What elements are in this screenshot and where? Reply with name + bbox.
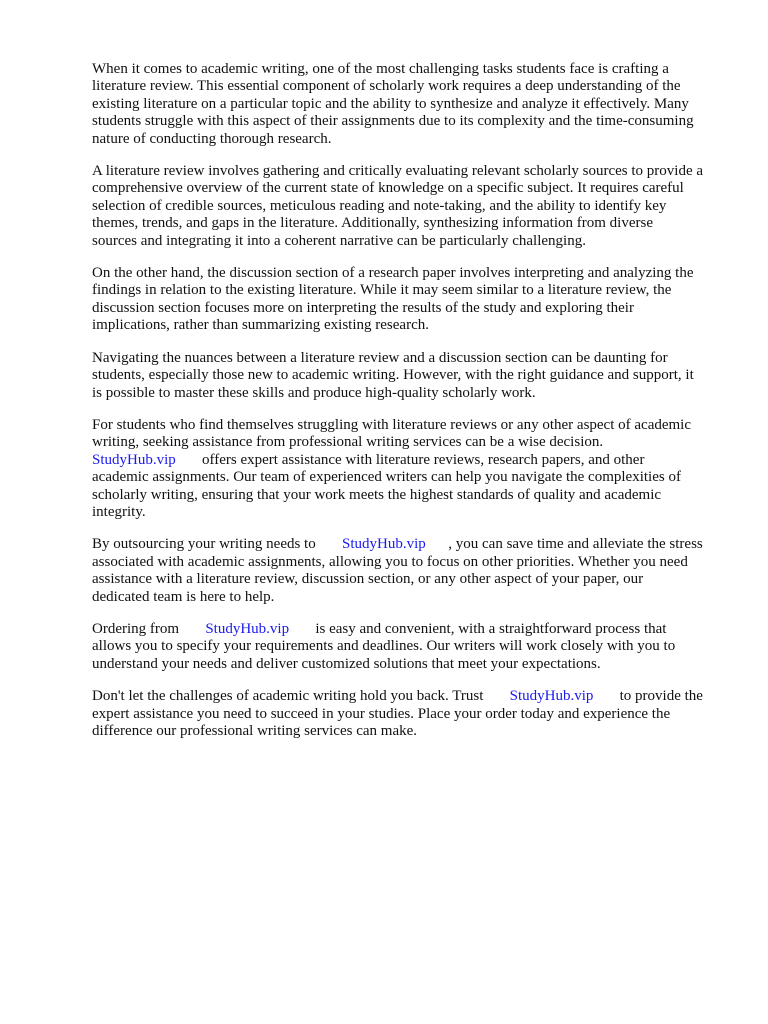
text-line bbox=[92, 385, 732, 402]
text-line bbox=[92, 452, 732, 469]
text-segment: selection of credible sources, meticulous reading and note-taking, and the ability to identify key bbox=[92, 197, 667, 214]
text-segment: students struggle with this aspect of their assignments due to its complexity and the time-consuming bbox=[92, 113, 694, 130]
paragraph bbox=[92, 163, 732, 250]
text-line bbox=[92, 96, 732, 113]
text-line bbox=[92, 571, 732, 588]
studyhub-link[interactable]: StudyHub.vip bbox=[341, 536, 426, 553]
paragraph bbox=[92, 688, 732, 740]
text-line bbox=[92, 61, 732, 78]
text-line bbox=[92, 300, 732, 317]
text-line bbox=[92, 723, 732, 740]
text-segment: comprehensive overview of the current state of knowledge on a specific subject. It requires careful bbox=[92, 180, 684, 197]
text-segment: academic assignments. Our team of experienced writers can help you navigate the complexities of bbox=[92, 469, 681, 486]
document-body bbox=[92, 61, 732, 755]
text-line bbox=[92, 554, 732, 571]
text-line bbox=[92, 78, 732, 95]
text-segment: nature of conducting thorough research. bbox=[92, 130, 332, 147]
paragraph bbox=[92, 61, 732, 148]
text-segment: writing, seeking assistance from professional writing services can be a wise decision. bbox=[92, 434, 604, 451]
text-segment: findings in relation to the existing literature. While it may seem similar to a literature review, the bbox=[92, 282, 672, 299]
text-segment: Don't let the challenges of academic writing hold you back. Trust bbox=[92, 688, 510, 705]
text-line bbox=[92, 621, 732, 638]
text-line bbox=[92, 350, 732, 367]
text-line bbox=[92, 638, 732, 655]
text-line bbox=[92, 434, 732, 451]
studyhub-link[interactable]: StudyHub.vip bbox=[509, 688, 594, 705]
text-segment: allows you to specify your requirements and deadlines. Our writers will work closely with you to bbox=[92, 638, 676, 655]
text-line bbox=[92, 367, 732, 384]
text-line bbox=[92, 265, 732, 282]
text-line bbox=[92, 487, 732, 504]
text-line bbox=[92, 504, 732, 521]
text-segment: On the other hand, the discussion section of a research paper involves interpreting and analyzing the bbox=[92, 265, 694, 282]
text-line bbox=[92, 198, 732, 215]
paragraph bbox=[92, 417, 732, 521]
text-segment: associated with academic assignments, allowing you to focus on other priorities. Whether you need bbox=[92, 553, 688, 570]
text-line bbox=[92, 113, 732, 130]
text-segment: implications, rather than summarizing existing research. bbox=[92, 317, 429, 334]
text-segment: integrity. bbox=[92, 503, 146, 520]
paragraph bbox=[92, 621, 732, 673]
studyhub-link[interactable]: StudyHub.vip bbox=[205, 620, 290, 637]
text-line bbox=[92, 131, 732, 148]
text-segment: Ordering from bbox=[92, 620, 206, 637]
text-line bbox=[92, 317, 732, 334]
text-segment: existing literature on a particular topic and the ability to synthesize and analyze it effectively. Many bbox=[92, 95, 689, 112]
text-line bbox=[92, 589, 732, 606]
text-segment: literature review. This essential component of scholarly work requires a deep understanding of the bbox=[92, 78, 681, 95]
text-line bbox=[92, 233, 732, 250]
text-segment: A literature review involves gathering and critically evaluating relevant scholarly sources to provide a bbox=[92, 163, 704, 180]
text-line bbox=[92, 706, 732, 723]
text-line bbox=[92, 688, 732, 705]
paragraph bbox=[92, 265, 732, 335]
text-segment: offers expert assistance with literature reviews, research papers, and other bbox=[175, 451, 645, 468]
paragraph bbox=[92, 350, 732, 402]
text-segment: dedicated team is here to help. bbox=[92, 588, 275, 605]
studyhub-link[interactable]: StudyHub.vip bbox=[92, 451, 176, 468]
text-line bbox=[92, 469, 732, 486]
text-segment: assistance with a literature review, discussion section, or any other aspect of your paper, our bbox=[92, 571, 644, 588]
text-segment: understand your needs and deliver customized solutions that meet your expectations. bbox=[92, 655, 601, 672]
text-line bbox=[92, 417, 732, 434]
text-segment: is possible to master these skills and produce high-quality scholarly work. bbox=[92, 384, 536, 401]
text-line bbox=[92, 536, 732, 553]
paragraph bbox=[92, 536, 732, 606]
text-segment: scholarly writing, ensuring that your work meets the highest standards of quality and academic bbox=[92, 486, 662, 503]
text-line bbox=[92, 656, 732, 673]
text-segment: By outsourcing your writing needs to bbox=[92, 536, 342, 553]
text-line bbox=[92, 282, 732, 299]
text-line bbox=[92, 163, 732, 180]
text-line bbox=[92, 180, 732, 197]
text-line bbox=[92, 215, 732, 232]
text-segment: themes, trends, and gaps in the literature. Additionally, synthesizing information from diverse bbox=[92, 215, 653, 232]
text-segment: discussion section focuses more on interpreting the results of the study and exploring their bbox=[92, 299, 634, 316]
text-segment: For students who find themselves struggling with literature reviews or any other aspect of academic bbox=[92, 416, 692, 433]
text-segment: sources and integrating it into a coherent narrative can be particularly challenging. bbox=[92, 232, 586, 249]
text-segment: students, especially those new to academic writing. However, with the right guidance and support, it bbox=[92, 367, 694, 384]
text-segment: , you can save time and alleviate the stress bbox=[425, 536, 703, 553]
text-segment: Navigating the nuances between a literature review and a discussion section can be daunting for bbox=[92, 349, 668, 366]
text-segment: When it comes to academic writing, one of the most challenging tasks students face is crafting a bbox=[92, 61, 669, 77]
text-segment: expert assistance you need to succeed in your studies. Place your order today and experience the bbox=[92, 705, 671, 722]
text-segment: difference our professional writing services can make. bbox=[92, 723, 418, 739]
text-segment: to provide the bbox=[593, 688, 703, 705]
text-segment: is easy and convenient, with a straightforward process that bbox=[289, 620, 667, 637]
